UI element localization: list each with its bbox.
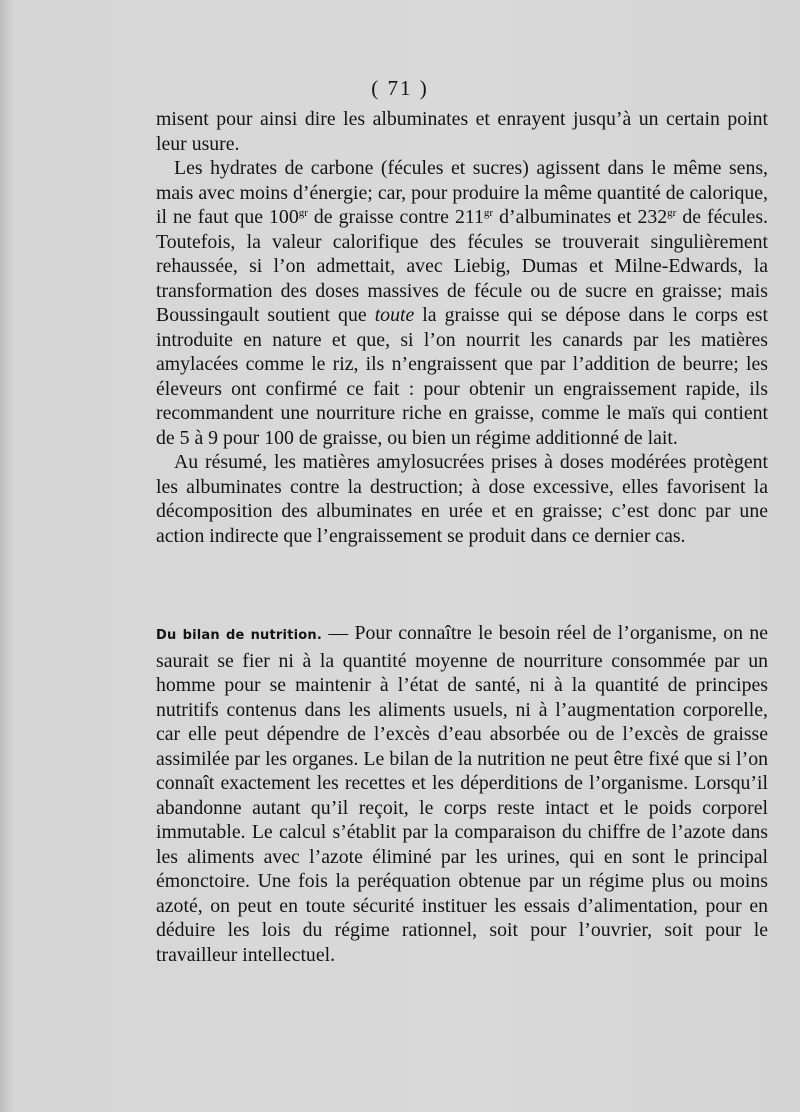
text-block-upper [156,107,768,548]
paragraph-continuation: misent pour ainsi dire les albuminates et enrayent jusqu’à un certain point leur usure. [156,108,768,155]
page-number: ( 71 ) [371,76,429,100]
paragraph-bilan-de-nutrition [156,621,768,967]
text-run: la graisse qui se dépose dans le corps est introduite en nature et que, si l’on nourrit les canards par les matières amylacées comme le riz, ils n’engraissent que par l’addition de beurre; les éleveurs ont confirmé ce fait : pour obtenir un engraissement rapide, ils recommandent une nourriture riche en graisse, comme le maïs qui contient de 5 à 9 pour 100 de graisse, ou bien un régime additionné de lait. [156,304,768,449]
text-run: Les hydrates de carbone (fécules et sucres) agissent dans le même sens, mais avec moins d’énergie; car, pour produire la même quantité de calorique, il ne faut que 100 [156,157,768,228]
paragraph-hydrates-de-carbone [156,156,768,450]
heading-dash: — [322,622,355,644]
unit-superscript: gr [667,207,677,219]
italic-word: toute [374,304,415,326]
text-run: de graisse contre 211 [307,206,484,228]
section-heading: Du bilan de nutrition. [156,628,322,643]
paragraph-au-resume: Au résumé, les matières amylosucrées prises à doses modérées protègent les albuminates contre la destruction; à dose excessive, elles favorisent la décomposition des albuminates en urée et en graisse; c’est donc par une action indirecte que l’engraissement se produit dans ce dernier cas. [156,451,768,547]
text-run: d’albuminates et 232 [493,206,668,228]
text-run: de fécules. Toutefois, la valeur calorifique des fécules se trouverait singulièrement rehaussée, si l’on admettait, avec Liebig, Dumas et Milne-Edwards, la transformation des doses massives de fécule ou de sucre en graisse; mais Boussingault soutient que [156,206,768,326]
section-body: Pour connaître le besoin réel de l’organisme, on ne saurait se fier ni à la quantité moyenne de nourriture consommée par un homme pour se maintenir à l’état de santé, ni à la quantité de principes nutritifs contenus dans les aliments usuels, ni à l’augmentation corporelle, car elle peut dépendre de l’excès d’eau absorbée ou de l’excès de graisse assimilée par les organes. Le bilan de la nutrition ne peut être fixé que si l’on connaît exactement les recettes et les déperditions de l’organisme. Lorsqu’il abandonne autant qu’il reçoit, le corps reste intact et le poids corporel immutable. Le calcul s’établit par la comparaison du chiffre de l’azote dans les aliments avec l’azote éliminé par les urines, qui en sont le principal émonctoire. Une fois la peréquation obtenue par un régime plus ou moins azoté, on peut en toute sécurité instituer les essais d’alimentation, pour en déduire les lois du régime rationnel, soit pour l’ouvrier, soit pour le travailleur intellectuel. [156,622,769,966]
unit-superscript: gr [298,207,308,219]
unit-superscript: gr [483,207,494,219]
text-block-section [156,621,768,967]
